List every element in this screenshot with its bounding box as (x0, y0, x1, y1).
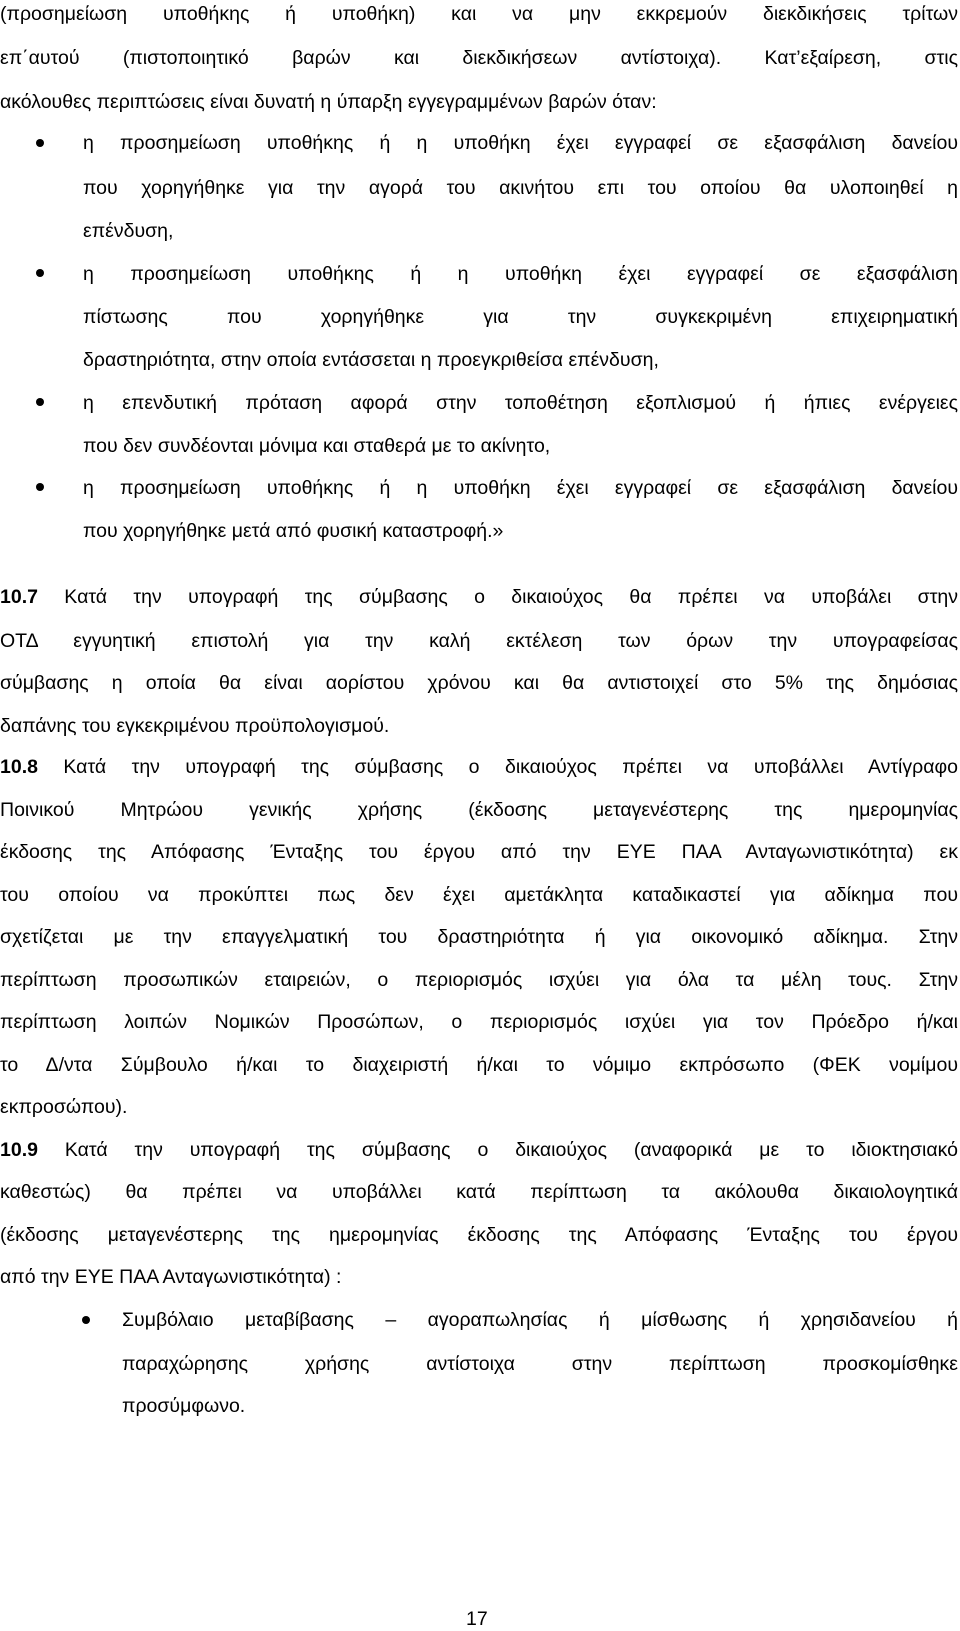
list-item-line: που δεν συνδέονται μόνιμα και σταθερά με το ακίνητο, (83, 435, 551, 457)
list-item-line: παραχώρησης χρήσης αντίστοιχα στην περίπτωση προσκομίσθηκε (122, 1353, 958, 1375)
list-item-line: η προσημείωση υποθήκης ή η υποθήκη έχει εγγραφεί σε εξασφάλιση (83, 263, 958, 285)
list-item-line: πίστωσης που χορηγήθηκε για την συγκεκριμένη επιχειρηματική (83, 306, 958, 328)
section-10-8-line: 10.8 Κατά την υπογραφή της σύμβασης ο δικαιούχος πρέπει να υποβάλλει Αντίγραφο (0, 756, 958, 778)
bullet-icon (36, 483, 44, 491)
section-text-line: Ποινικού Μητρώου γενικής χρήσης (έκδοσης μεταγενέστερης της ημερομηνίας (0, 799, 958, 821)
section-text-line: του οποίου να προκύπτει πως δεν έχει αμετάκλητα καταδικαστεί για αδίκημα που (0, 884, 958, 906)
bullet-icon (36, 269, 44, 277)
list-item-line: επένδυση, (83, 220, 174, 242)
section-text-line: περίπτωση προσωπικών εταιρειών, ο περιορισμός ισχύει για όλα τα μέλη τους. Στην (0, 969, 958, 991)
body-text-line: επ΄αυτού (πιστοποιητικό βαρών και διεκδικήσεων αντίστοιχα). Κατ’εξαίρεση, στις (0, 47, 958, 69)
section-text-line: το Δ/ντα Σύμβουλο ή/και το διαχειριστή ή/και το νόμιμο εκπρόσωπο (ΦΕΚ νομίμου (0, 1054, 958, 1076)
section-number: 10.9 (0, 1139, 38, 1161)
list-item-line: δραστηριότητα, στην οποία εντάσσεται η προεγκριθείσα επένδυση, (83, 349, 659, 371)
section-text-line: (έκδοσης μεταγενέστερης της ημερομηνίας έκδοσης της Απόφασης Ένταξης του έργου (0, 1224, 958, 1246)
list-item-line: η επενδυτική πρόταση αφορά στην τοποθέτηση εξοπλισμού ή ήπιες ενέργειες (83, 392, 958, 414)
section-text-line: ΟΤΔ εγγυητική επιστολή για την καλή εκτέλεση των όρων την υπογραφείσας (0, 630, 958, 652)
section-number: 10.8 (0, 756, 38, 778)
section-text-line: εκπροσώπου). (0, 1096, 128, 1118)
body-text-line: (προσημείωση υποθήκης ή υποθήκη) και να μην εκκρεμούν διεκδικήσεις τρίτων (0, 3, 958, 25)
list-item-line: Συμβόλαιο μεταβίβασης – αγοραπωλησίας ή μίσθωσης ή χρησιδανείου ή (122, 1309, 958, 1331)
section-text-line: καθεστώς) θα πρέπει να υποβάλλει κατά περίπτωση τα ακόλουθα δικαιολογητικά (0, 1181, 958, 1203)
bullet-icon (36, 398, 44, 406)
list-item-line: η προσημείωση υποθήκης ή η υποθήκη έχει εγγραφεί σε εξασφάλιση δανείου (83, 132, 958, 154)
list-item-line: προσύμφωνο. (122, 1395, 246, 1417)
list-item-line: η προσημείωση υποθήκης ή η υποθήκη έχει εγγραφεί σε εξασφάλιση δανείου (83, 477, 958, 499)
section-text-line: σύμβασης η οποία θα είναι αορίστου χρόνου και θα αντιστοιχεί στο 5% της δημόσιας (0, 672, 958, 694)
list-item-line: που χορηγήθηκε μετά από φυσική καταστροφή.» (83, 520, 504, 542)
section-text-line: έκδοσης της Απόφασης Ένταξης του έργου από την ΕΥΕ ΠΑΑ Ανταγωνιστικότητα) εκ (0, 841, 958, 863)
section-text-line: περίπτωση λοιπών Νομικών Προσώπων, ο περιορισμός ισχύει για τον Πρόεδρο ή/και (0, 1011, 958, 1033)
list-item-line: που χορηγήθηκε για την αγορά του ακινήτου επι του οποίου θα υλοποιηθεί η (83, 177, 958, 199)
bullet-icon (82, 1316, 90, 1324)
bullet-icon (36, 139, 44, 147)
section-text-line: από την ΕΥΕ ΠΑΑ Ανταγωνιστικότητα) : (0, 1266, 342, 1288)
page-number: 17 (466, 1608, 488, 1630)
section-10-7-line: 10.7 Κατά την υπογραφή της σύμβασης ο δικαιούχος θα πρέπει να υποβάλει στην (0, 586, 958, 608)
section-number: 10.7 (0, 586, 38, 608)
section-text-line: δαπάνης του εγκεκριμένου προϋπολογισμού. (0, 715, 390, 737)
section-10-9-line: 10.9 Κατά την υπογραφή της σύμβασης ο δικαιούχος (αναφορικά με το ιδιοκτησιακό (0, 1139, 958, 1161)
body-text-line: ακόλουθες περιπτώσεις είναι δυνατή η ύπαρξη εγγεγραμμένων βαρών όταν: (0, 91, 657, 113)
section-text-line: σχετίζεται με την επαγγελματική του δραστηριότητα ή για οικονομικό αδίκημα. Στην (0, 926, 958, 948)
